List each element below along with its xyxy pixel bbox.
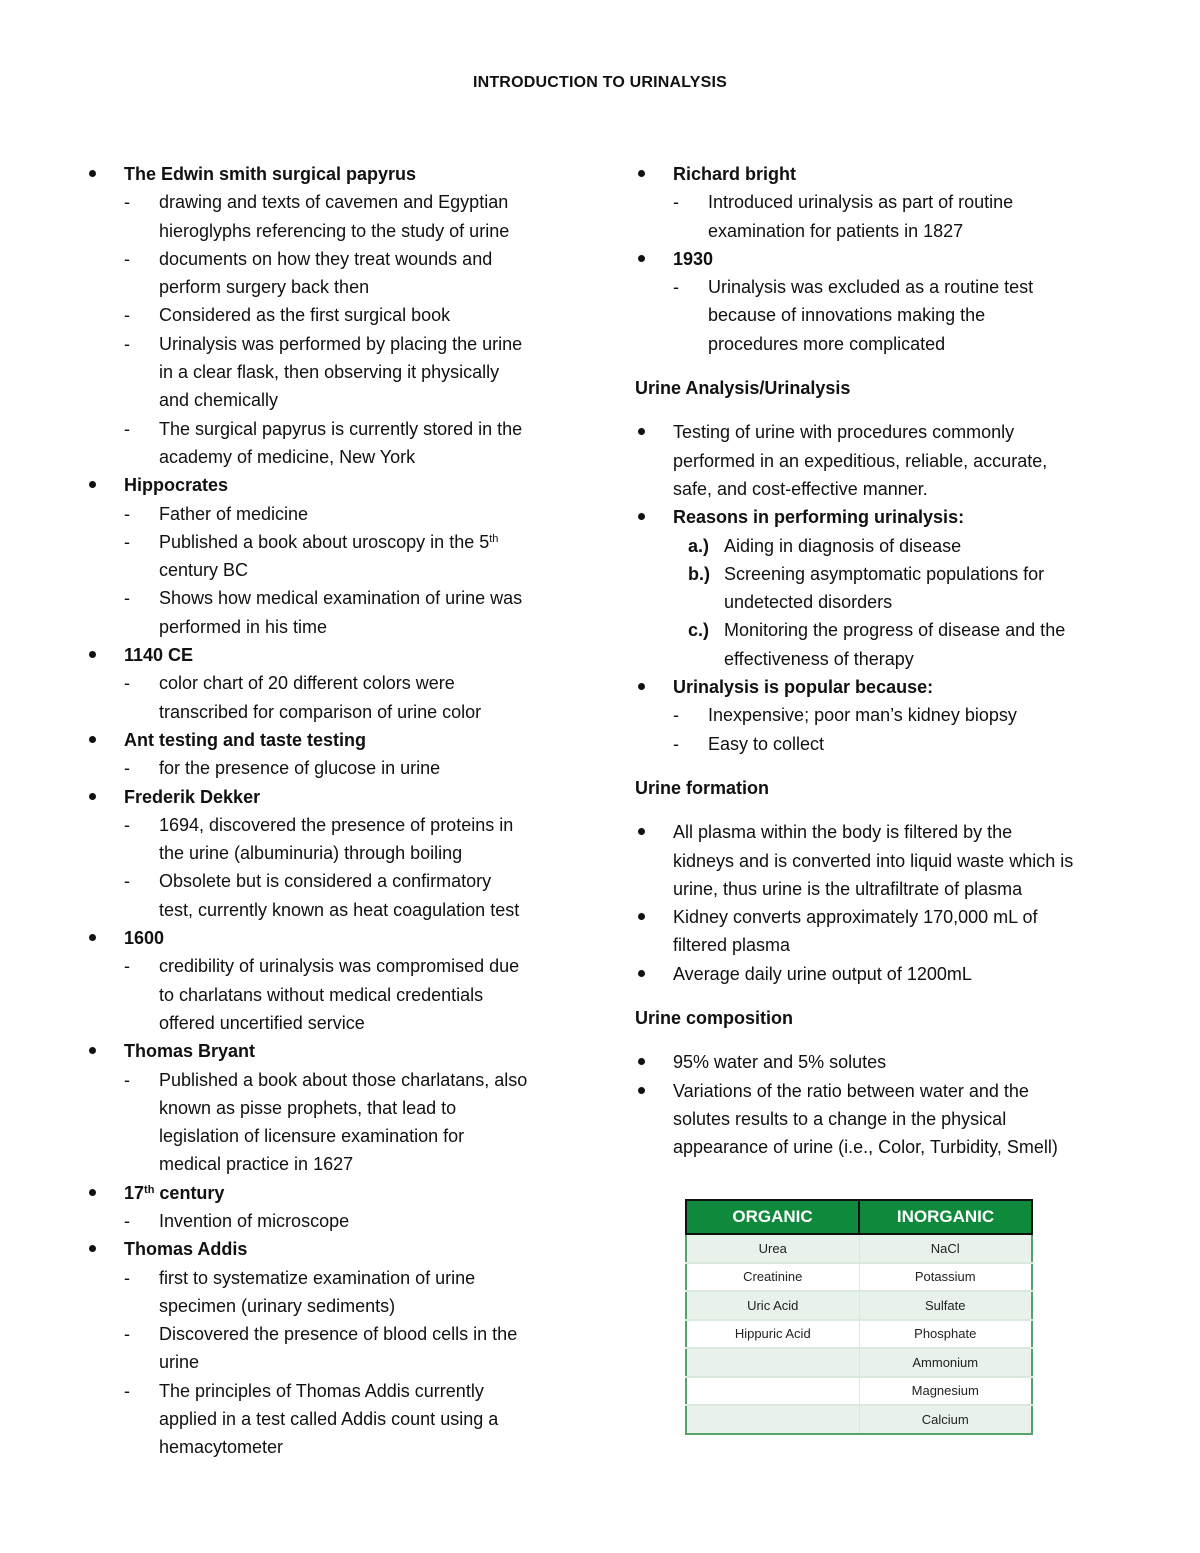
table-row: [686, 1405, 1032, 1434]
text-line: Inexpensive; poor man’s kidney biopsy: [708, 705, 1017, 726]
text-line: Aiding in diagnosis of disease: [724, 535, 962, 556]
list-item: [86, 1179, 586, 1207]
list-item: [635, 245, 1135, 273]
text-line: Considered as the first surgical book: [159, 305, 451, 326]
text-line: urine: [159, 1352, 200, 1373]
bullet-heading: 17: [124, 1182, 145, 1203]
text-line: to charlatans without medical credentials: [159, 984, 484, 1005]
sub-item: [86, 528, 586, 585]
table-row: [686, 1291, 1032, 1320]
list-item: [635, 503, 1135, 531]
text-line: known as pisse prophets, that lead to: [159, 1097, 457, 1118]
text-line: Shows how medical examination of urine was: [159, 588, 523, 609]
text-line: appearance of urine (i.e., Color, Turbidity, Smell): [673, 1137, 1058, 1158]
sub-item: [86, 1066, 586, 1179]
text-line: The principles of Thomas Addis currently: [159, 1380, 484, 1401]
list-item: [635, 818, 1135, 903]
sub-item: [86, 415, 586, 472]
section-heading: Urine Analysis/Urinalysis: [635, 378, 851, 399]
superscript: th: [144, 1183, 155, 1196]
list-item: [635, 160, 1135, 188]
text-line: credibility of urinalysis was compromised due: [159, 956, 520, 977]
sub-item: [86, 867, 586, 924]
text-line: The surgical papyrus is currently stored in the: [159, 418, 523, 439]
text-line: documents on how they treat wounds and: [159, 248, 493, 269]
sub-item: [86, 1320, 586, 1377]
text-line: legislation of licensure examination for: [159, 1126, 465, 1147]
text-line: examination for patients in 1827: [708, 220, 964, 241]
bullet-heading: Richard bright: [673, 164, 797, 184]
text-line: Testing of urine with procedures commonly: [673, 422, 1015, 443]
list-item: [86, 641, 586, 669]
page-title: INTRODUCTION TO URINALYSIS: [472, 74, 728, 91]
text-line: 95% water and 5% solutes: [673, 1052, 887, 1073]
header-organic: ORGANIC: [686, 1200, 859, 1234]
text-line: Published a book about those charlatans, also: [159, 1069, 528, 1090]
text-line: Urinalysis was excluded as a routine test: [708, 277, 1034, 298]
sub-item: [635, 273, 1135, 358]
text-line: Urinalysis was performed by placing the urine: [159, 333, 523, 354]
table-cell: Magnesium: [859, 1377, 1032, 1406]
list-item: [635, 903, 1135, 960]
table-cell: NaCl: [859, 1234, 1032, 1263]
list-item: [635, 1077, 1135, 1162]
bullet-heading: 1600: [124, 928, 165, 949]
text-line: Invention of microscope: [159, 1210, 350, 1231]
bullet-heading: Ant testing and taste testing: [124, 729, 367, 750]
text-line: color chart of 20 different colors were: [159, 673, 455, 694]
sub-item: [86, 1377, 586, 1462]
sub-item: [86, 301, 586, 329]
list-item: [635, 673, 1135, 701]
section-heading: Urine formation: [635, 777, 770, 798]
bullet-heading: Frederik Dekker: [124, 786, 261, 807]
bullet-heading-rest: century: [154, 1182, 225, 1203]
text-line: undetected disorders: [724, 592, 893, 613]
table-header-row: [686, 1200, 1032, 1234]
text-line: kidneys and is converted into liquid waste which is: [673, 850, 1074, 871]
table-cell: Ammonium: [859, 1348, 1032, 1377]
lettered-item: [635, 532, 1135, 560]
table-cell: Phosphate: [859, 1320, 1032, 1349]
text-line: Screening asymptomatic populations for: [724, 563, 1045, 584]
table-row: [686, 1320, 1032, 1349]
text-line: for the presence of glucose in urine: [159, 758, 441, 779]
table-row: [686, 1263, 1032, 1292]
text-line: procedures more complicated: [708, 333, 946, 354]
text-line: Average daily urine output of 1200mL: [673, 963, 972, 984]
list-item: [635, 418, 1135, 503]
text-line: first to systematize examination of urine: [159, 1267, 476, 1288]
sub-item: [86, 500, 586, 528]
text-line: safe, and cost-effective manner.: [673, 478, 928, 499]
text-line: effectiveness of therapy: [724, 648, 914, 669]
list-item: [635, 960, 1135, 988]
text-line: Published a book about uroscopy in the 5: [159, 531, 490, 552]
header-inorganic: INORGANIC: [859, 1200, 1032, 1234]
text-line: filtered plasma: [673, 935, 791, 956]
right-column: [635, 160, 1135, 1162]
text-line: medical practice in 1627: [159, 1154, 354, 1175]
text-line: Father of medicine: [159, 503, 309, 524]
table-cell: Uric Acid: [686, 1291, 859, 1320]
text-line: hieroglyphs referencing to the study of urine: [159, 220, 510, 241]
text-line: specimen (urinary sediments): [159, 1295, 396, 1316]
text-line: century BC: [159, 560, 249, 581]
sub-item: [86, 952, 586, 1037]
item-letter: a.): [688, 535, 710, 556]
table-cell: Calcium: [859, 1405, 1032, 1434]
text-line: Variations of the ratio between water and the: [673, 1080, 1029, 1101]
bullet-heading: Thomas Addis: [124, 1239, 248, 1260]
text-line: drawing and texts of cavemen and Egyptian: [159, 192, 509, 213]
table-cell: [686, 1348, 859, 1377]
text-line: the urine (albuminuria) through boiling: [159, 843, 463, 864]
lettered-item: [635, 616, 1135, 673]
list-item: [86, 1037, 586, 1065]
item-letter: c.): [688, 620, 710, 641]
text-line: 1694, discovered the presence of proteins in: [159, 814, 514, 835]
list-item: [86, 783, 586, 811]
bullet-heading: Thomas Bryant: [124, 1041, 256, 1062]
sub-item: [86, 584, 586, 641]
bullet-heading: The Edwin smith surgical papyrus: [124, 164, 417, 184]
text-line: performed in an expeditious, reliable, accurate,: [673, 450, 1048, 471]
table-row: [686, 1377, 1032, 1406]
composition-table: [685, 1199, 1033, 1435]
bullet-heading: Reasons in performing urinalysis:: [673, 507, 965, 528]
urine-composition-table: [685, 1199, 1033, 1435]
item-letter: b.): [688, 563, 710, 584]
sub-item: [635, 188, 1135, 245]
text-line: applied in a test called Addis count using a: [159, 1409, 499, 1430]
list-item: [86, 924, 586, 952]
text-line: Obsolete but is considered a confirmatory: [159, 871, 492, 892]
table-cell: Sulfate: [859, 1291, 1032, 1320]
table-cell: Creatinine: [686, 1263, 859, 1292]
text-line: Discovered the presence of blood cells in the: [159, 1324, 518, 1345]
table-row: [686, 1348, 1032, 1377]
left-column: [86, 160, 586, 1462]
table-cell: Potassium: [859, 1263, 1032, 1292]
text-line: because of innovations making the: [708, 305, 986, 326]
text-line: Easy to collect: [708, 733, 825, 754]
text-line: test, currently known as heat coagulation test: [159, 899, 520, 920]
list-item: [635, 1048, 1135, 1076]
text-line: Monitoring the progress of disease and the: [724, 620, 1066, 641]
text-line: urine, thus urine is the ultrafiltrate of plasma: [673, 878, 1023, 899]
sub-item: [86, 1264, 586, 1321]
superscript: th: [489, 532, 499, 545]
lettered-item: [635, 560, 1135, 617]
text-line: Introduced urinalysis as part of routine: [708, 192, 1014, 213]
list-item: [86, 1235, 586, 1263]
sub-item: [86, 811, 586, 868]
text-line: academy of medicine, New York: [159, 446, 416, 467]
sub-item: [86, 754, 586, 782]
bullet-heading: Urinalysis is popular because:: [673, 677, 934, 698]
sub-item: [635, 730, 1135, 758]
sub-item: [86, 1207, 586, 1235]
sub-item: [86, 330, 586, 415]
sub-item: [86, 669, 586, 726]
text-line: solutes results to a change in the physical: [673, 1108, 1007, 1129]
table-cell: [686, 1377, 859, 1406]
sub-item: [86, 188, 586, 245]
section-heading: Urine composition: [635, 1008, 794, 1029]
bullet-heading: 1930: [673, 248, 714, 269]
bullet-heading: 1140 CE: [124, 645, 194, 666]
table-cell: [686, 1405, 859, 1434]
table-cell: Hippuric Acid: [686, 1320, 859, 1349]
bullet-heading: Hippocrates: [124, 475, 229, 496]
table-cell: Urea: [686, 1234, 859, 1263]
list-item: [86, 471, 586, 499]
list-item: [86, 726, 586, 754]
text-line: and chemically: [159, 390, 279, 411]
text-line: in a clear flask, then observing it physically: [159, 362, 500, 383]
text-line: performed in his time: [159, 616, 328, 637]
sub-item: [635, 701, 1135, 729]
text-line: perform surgery back then: [159, 277, 370, 298]
text-line: Kidney converts approximately 170,000 mL of: [673, 907, 1038, 928]
text-line: transcribed for comparison of urine color: [159, 701, 482, 722]
table-row: [686, 1234, 1032, 1263]
text-line: hemacytometer: [159, 1437, 284, 1458]
list-item: [86, 160, 586, 188]
text-line: All plasma within the body is filtered by the: [673, 822, 1013, 843]
sub-item: [86, 245, 586, 302]
text-line: offered uncertified service: [159, 1012, 365, 1033]
